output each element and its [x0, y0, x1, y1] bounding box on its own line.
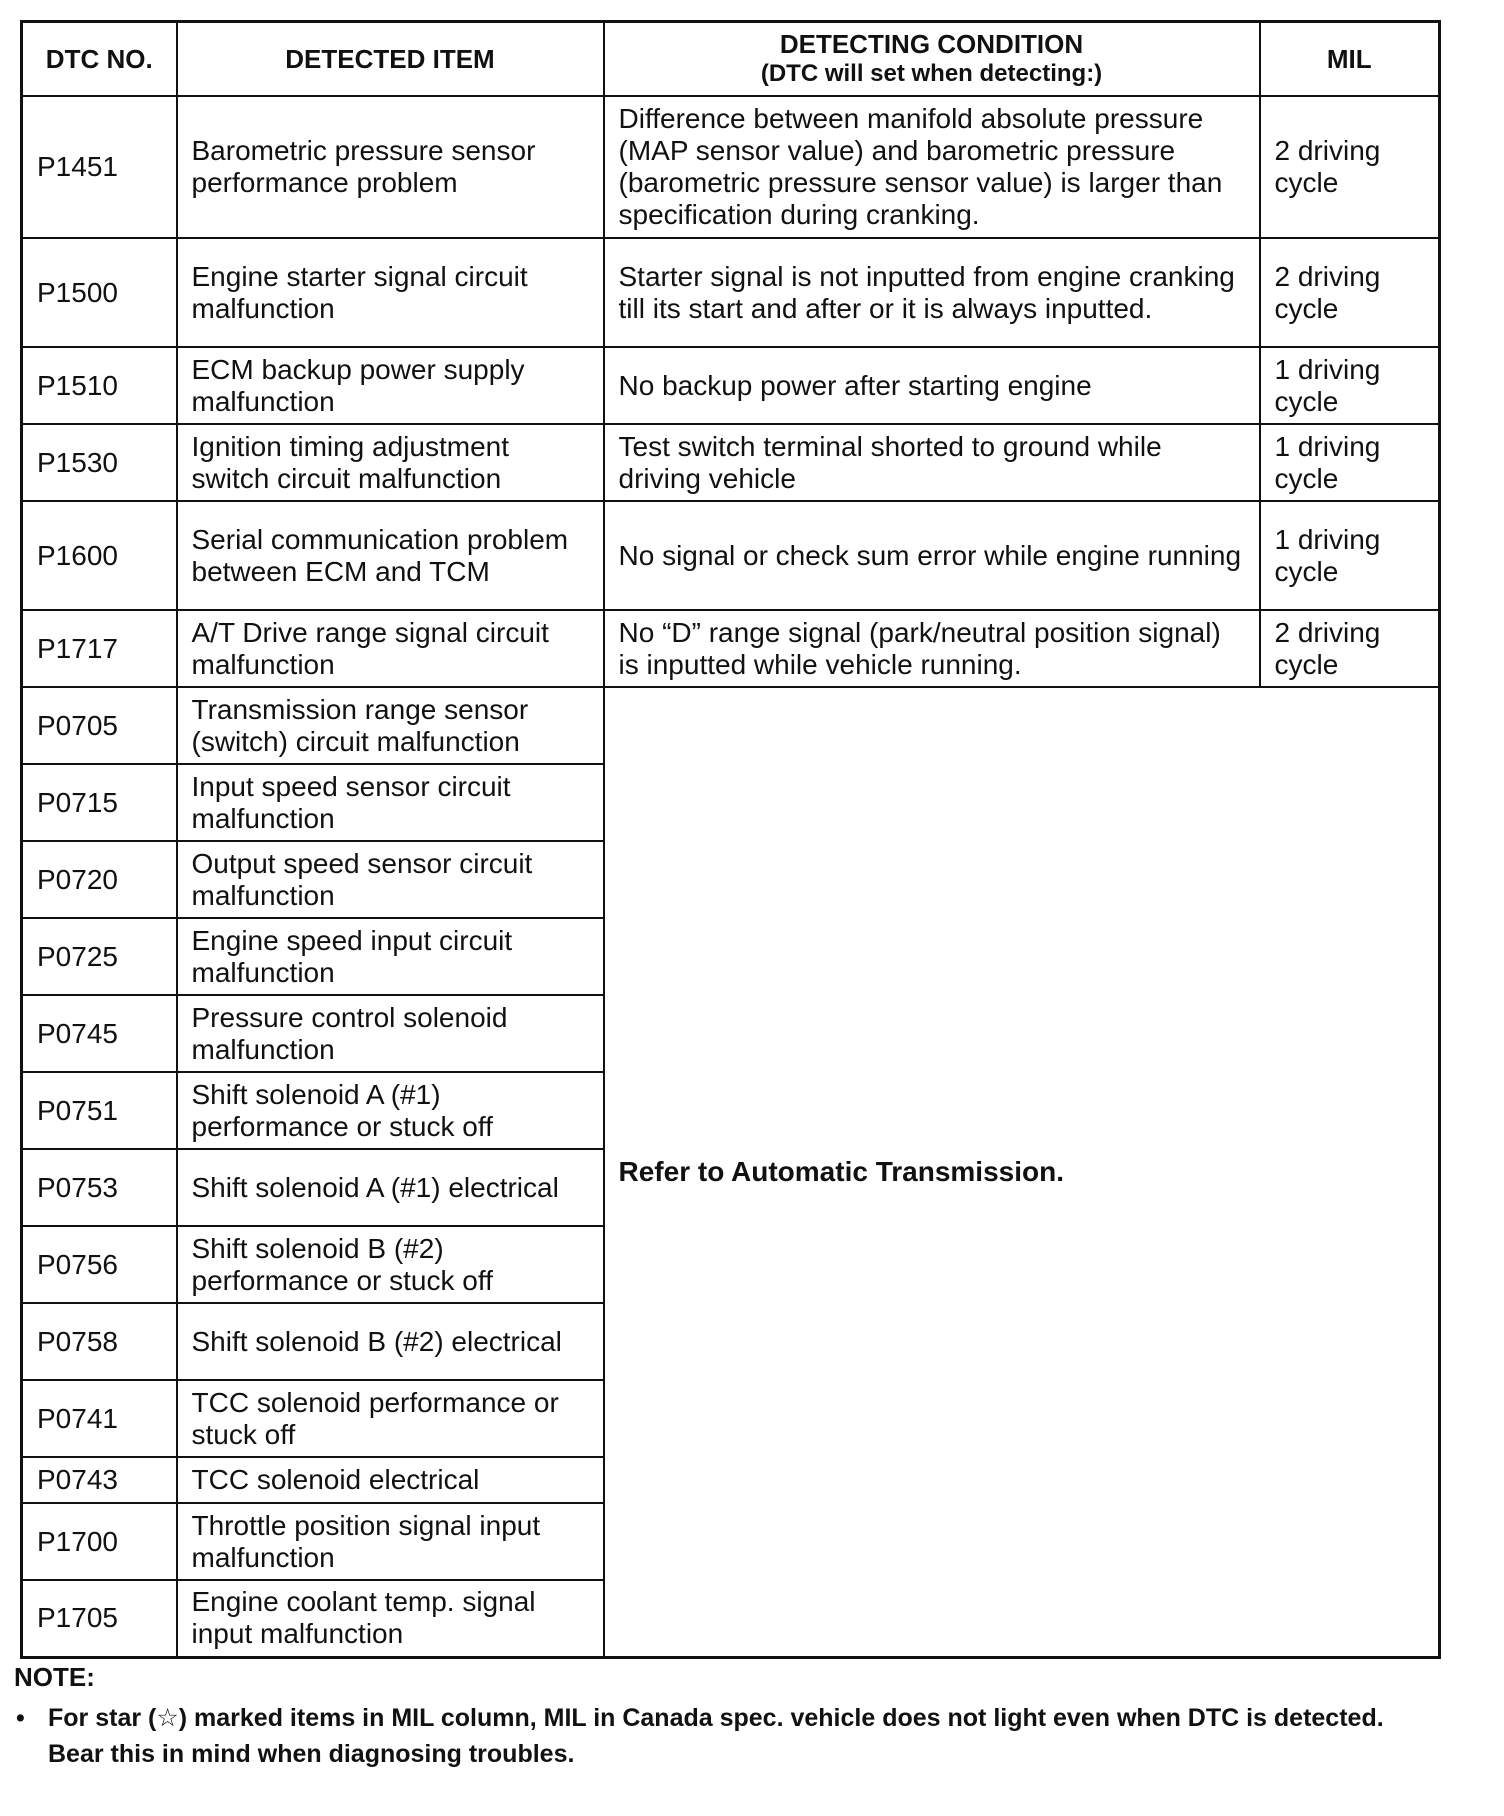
detected-item: ECM backup power supply malfunction: [177, 347, 604, 424]
detected-item: Shift solenoid B (#2) performance or stuck off: [177, 1226, 604, 1303]
table-row: [22, 238, 1440, 347]
detecting-condition: Difference between manifold absolute pressure (MAP sensor value) and barometric pressure (barometric pressure sensor value) is larger than specification during cranking.: [604, 96, 1260, 238]
dtc-code: P1700: [22, 1503, 177, 1580]
table-row: [22, 347, 1440, 424]
detected-item: Input speed sensor circuit malfunction: [177, 764, 604, 841]
dtc-code: P1530: [22, 424, 177, 501]
note-title: NOTE:: [14, 1662, 95, 1692]
dtc-code: P1451: [22, 96, 177, 238]
header-mil: MIL: [1260, 22, 1440, 97]
table-row: [22, 96, 1440, 238]
detected-item: A/T Drive range signal circuit malfunction: [177, 610, 604, 687]
table-row: [22, 687, 1440, 764]
dtc-code: P0751: [22, 1072, 177, 1149]
table-row: [22, 501, 1440, 610]
detecting-condition: Starter signal is not inputted from engine cranking till its start and after or it is always inputted.: [604, 238, 1260, 347]
detected-item: Shift solenoid A (#1) performance or stuck off: [177, 1072, 604, 1149]
detected-item: Barometric pressure sensor performance problem: [177, 96, 604, 238]
dtc-code: P0705: [22, 687, 177, 764]
detected-item: Ignition timing adjustment switch circuit malfunction: [177, 424, 604, 501]
detected-item: Engine speed input circuit malfunction: [177, 918, 604, 995]
detected-item: Pressure control solenoid malfunction: [177, 995, 604, 1072]
detected-item: Engine starter signal circuit malfunction: [177, 238, 604, 347]
mil-value: 1 driving cycle: [1260, 347, 1440, 424]
dtc-code: P1510: [22, 347, 177, 424]
dtc-code: P0725: [22, 918, 177, 995]
dtc-code: P1600: [22, 501, 177, 610]
detecting-condition: Test switch terminal shorted to ground while driving vehicle: [604, 424, 1260, 501]
detected-item: TCC solenoid electrical: [177, 1457, 604, 1503]
dtc-code: P0745: [22, 995, 177, 1072]
table-row: [22, 610, 1440, 687]
mil-value: 1 driving cycle: [1260, 501, 1440, 610]
note-item: [14, 1700, 1444, 1772]
mil-value: 2 driving cycle: [1260, 610, 1440, 687]
table-row: [22, 424, 1440, 501]
dtc-code: P1500: [22, 238, 177, 347]
detected-item: Shift solenoid A (#1) electrical: [177, 1149, 604, 1226]
detected-item: Throttle position signal input malfunction: [177, 1503, 604, 1580]
dtc-code: P0756: [22, 1226, 177, 1303]
dtc-code: P1717: [22, 610, 177, 687]
detected-item: Engine coolant temp. signal input malfunction: [177, 1580, 604, 1657]
note-text: For star (☆) marked items in MIL column, MIL in Canada spec. vehicle does not light even when DTC is detected. Bear this in mind when diagnosing troubles.: [48, 1704, 1384, 1768]
mil-value: 1 driving cycle: [1260, 424, 1440, 501]
detecting-condition: No “D” range signal (park/neutral position signal) is inputted while vehicle running.: [604, 610, 1260, 687]
merged-condition-cell: Refer to Automatic Transmission.: [604, 687, 1440, 1657]
header-detecting-condition-sub: (DTC will set when detecting:): [760, 60, 1103, 87]
header-detecting-condition: [604, 22, 1260, 97]
dtc-code: P0743: [22, 1457, 177, 1503]
header-detected-item: DETECTED ITEM: [177, 22, 604, 97]
header-row: [22, 22, 1440, 97]
detected-item: Transmission range sensor (switch) circuit malfunction: [177, 687, 604, 764]
dtc-code: P0741: [22, 1380, 177, 1457]
detected-item: TCC solenoid performance or stuck off: [177, 1380, 604, 1457]
dtc-code: P0715: [22, 764, 177, 841]
detecting-condition: No backup power after starting engine: [604, 347, 1260, 424]
mil-value: 2 driving cycle: [1260, 238, 1440, 347]
detected-item: Output speed sensor circuit malfunction: [177, 841, 604, 918]
header-dtc-no: DTC NO.: [22, 22, 177, 97]
header-detecting-condition-title: DETECTING CONDITION: [779, 29, 1084, 59]
dtc-table: [20, 20, 1441, 1659]
bullet-icon: •: [16, 1704, 25, 1732]
dtc-code: P0720: [22, 841, 177, 918]
detected-item: Serial communication problem between ECM and TCM: [177, 501, 604, 610]
dtc-code: P0758: [22, 1303, 177, 1380]
mil-value: 2 driving cycle: [1260, 96, 1440, 238]
detected-item: Shift solenoid B (#2) electrical: [177, 1303, 604, 1380]
dtc-code: P0753: [22, 1149, 177, 1226]
detecting-condition: No signal or check sum error while engine running: [604, 501, 1260, 610]
dtc-code: P1705: [22, 1580, 177, 1657]
